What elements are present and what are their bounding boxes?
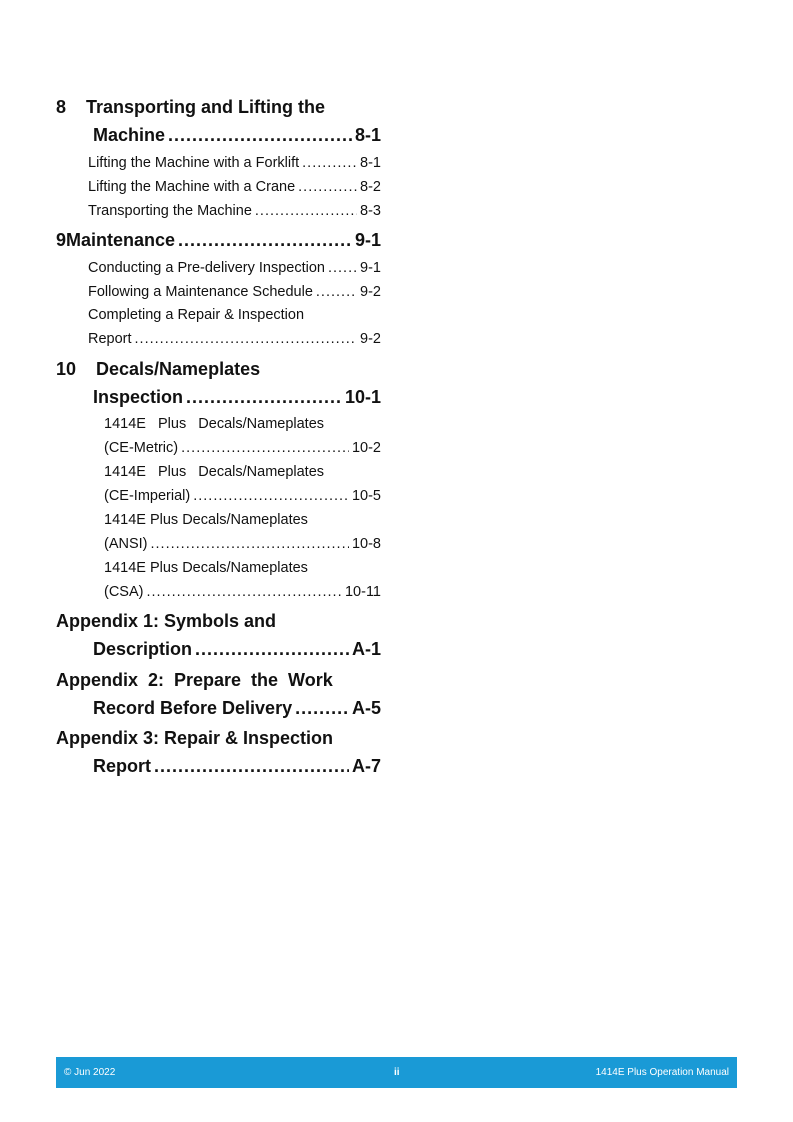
footer-copyright: © Jun 2022 — [64, 1067, 116, 1078]
page-number: A-7 — [351, 756, 381, 776]
toc-entry-cont[interactable] — [104, 440, 381, 456]
dot-leader — [316, 284, 357, 300]
dot-leader — [181, 440, 349, 456]
page-number: 9-2 — [360, 284, 381, 300]
page-number: 10-1 — [344, 387, 381, 407]
chapter-title-cont: Machine — [93, 125, 166, 145]
entry-title: 1414E Plus Decals/Nameplates — [104, 512, 308, 528]
page-number: 8-3 — [360, 203, 381, 219]
appendix-title: Appendix 3: Repair & Inspection — [56, 728, 334, 748]
dot-leader — [151, 536, 349, 552]
page-number: 9-1 — [360, 260, 381, 276]
toc-chapter-8-heading[interactable] — [56, 97, 325, 118]
chapter-number: 10 — [56, 359, 77, 379]
toc-appendix-3-heading[interactable] — [56, 728, 333, 749]
dot-leader — [255, 203, 357, 219]
dot-leader — [195, 639, 349, 660]
toc-entry[interactable] — [88, 284, 381, 300]
entry-title: Lifting the Machine with a Crane — [88, 179, 296, 195]
toc-entry[interactable] — [88, 179, 381, 195]
appendix-title: Appendix 2: Prepare the Work — [56, 670, 333, 690]
entry-title-cont: Report — [88, 331, 132, 347]
toc-appendix-3-heading-cont[interactable] — [93, 756, 381, 777]
toc-chapter-10-heading-cont[interactable] — [93, 387, 381, 408]
page-number: A-1 — [351, 639, 381, 659]
toc-entry[interactable] — [104, 560, 308, 576]
entry-title-cont: (ANSI) — [104, 536, 148, 552]
page-number: 10-8 — [351, 536, 381, 552]
appendix-title-cont: Record Before Delivery — [93, 698, 293, 718]
appendix-title-cont: Report — [93, 756, 151, 776]
chapter-number: 9 — [56, 230, 67, 250]
page-number: 10-5 — [351, 488, 381, 504]
page-number: 8-1 — [354, 125, 381, 145]
dot-leader — [154, 756, 349, 777]
page-number: 9-1 — [354, 230, 381, 250]
chapter-title: Maintenance — [66, 230, 176, 250]
toc-chapter-10-heading[interactable] — [56, 359, 260, 380]
entry-title: 1414E Plus Decals/Nameplates — [104, 416, 325, 432]
toc-entry[interactable] — [88, 307, 304, 323]
page-number: 8-1 — [360, 155, 381, 171]
entry-title-cont: (CE-Imperial) — [104, 488, 191, 504]
dot-leader — [298, 179, 357, 195]
chapter-title: Transporting and Lifting the — [86, 97, 325, 117]
toc-appendix-2-heading-cont[interactable] — [93, 698, 381, 719]
dot-leader — [328, 260, 357, 276]
chapter-title-cont: Inspection — [93, 387, 184, 407]
page-number: 10-2 — [351, 440, 381, 456]
toc-entry[interactable] — [104, 416, 324, 432]
entry-title: Following a Maintenance Schedule — [88, 284, 313, 300]
entry-title-cont: (CSA) — [104, 584, 144, 600]
page-number: 10-11 — [344, 584, 381, 600]
entry-title: Conducting a Pre-delivery Inspection — [88, 260, 325, 276]
dot-leader — [186, 387, 342, 408]
entry-title: Transporting the Machine — [88, 203, 252, 219]
entry-title-cont: (CE-Metric) — [104, 440, 179, 456]
toc-entry-cont[interactable] — [88, 331, 381, 347]
dot-leader — [146, 584, 342, 600]
dot-leader — [135, 331, 358, 347]
footer-manual-title: 1414E Plus Operation Manual — [595, 1067, 729, 1078]
toc-appendix-1-heading-cont[interactable] — [93, 639, 381, 660]
page-number: A-5 — [351, 698, 381, 718]
page-number: 8-2 — [360, 179, 381, 195]
entry-title: 1414E Plus Decals/Nameplates — [104, 560, 308, 576]
chapter-number: 8 — [56, 97, 67, 117]
toc-entry[interactable] — [104, 464, 324, 480]
dot-leader — [193, 488, 349, 504]
toc-entry[interactable] — [104, 512, 308, 528]
dot-leader — [168, 125, 352, 146]
dot-leader — [178, 230, 352, 251]
chapter-title: Decals/Nameplates — [96, 359, 261, 379]
page-number: 9-2 — [360, 331, 381, 347]
footer-page-number: ii — [394, 1067, 400, 1078]
toc-entry-cont[interactable] — [104, 536, 381, 552]
appendix-title: Appendix 1: Symbols and — [56, 611, 277, 631]
entry-title: Lifting the Machine with a Forklift — [88, 155, 300, 171]
toc-entry[interactable] — [88, 260, 381, 276]
entry-title: Completing a Repair & Inspection — [88, 307, 305, 323]
page-footer — [56, 1057, 737, 1088]
dot-leader — [295, 698, 349, 719]
toc-appendix-1-heading[interactable] — [56, 611, 276, 632]
entry-title: 1414E Plus Decals/Nameplates — [104, 464, 325, 480]
toc-chapter-9-heading[interactable] — [56, 230, 381, 251]
toc-appendix-2-heading[interactable] — [56, 670, 333, 691]
toc-entry[interactable] — [88, 155, 381, 171]
dot-leader — [302, 155, 357, 171]
toc-entry-cont[interactable] — [104, 488, 381, 504]
toc-entry[interactable] — [88, 203, 381, 219]
toc-chapter-8-heading-cont[interactable] — [93, 125, 381, 146]
appendix-title-cont: Description — [93, 639, 193, 659]
toc-entry-cont[interactable] — [104, 584, 381, 600]
